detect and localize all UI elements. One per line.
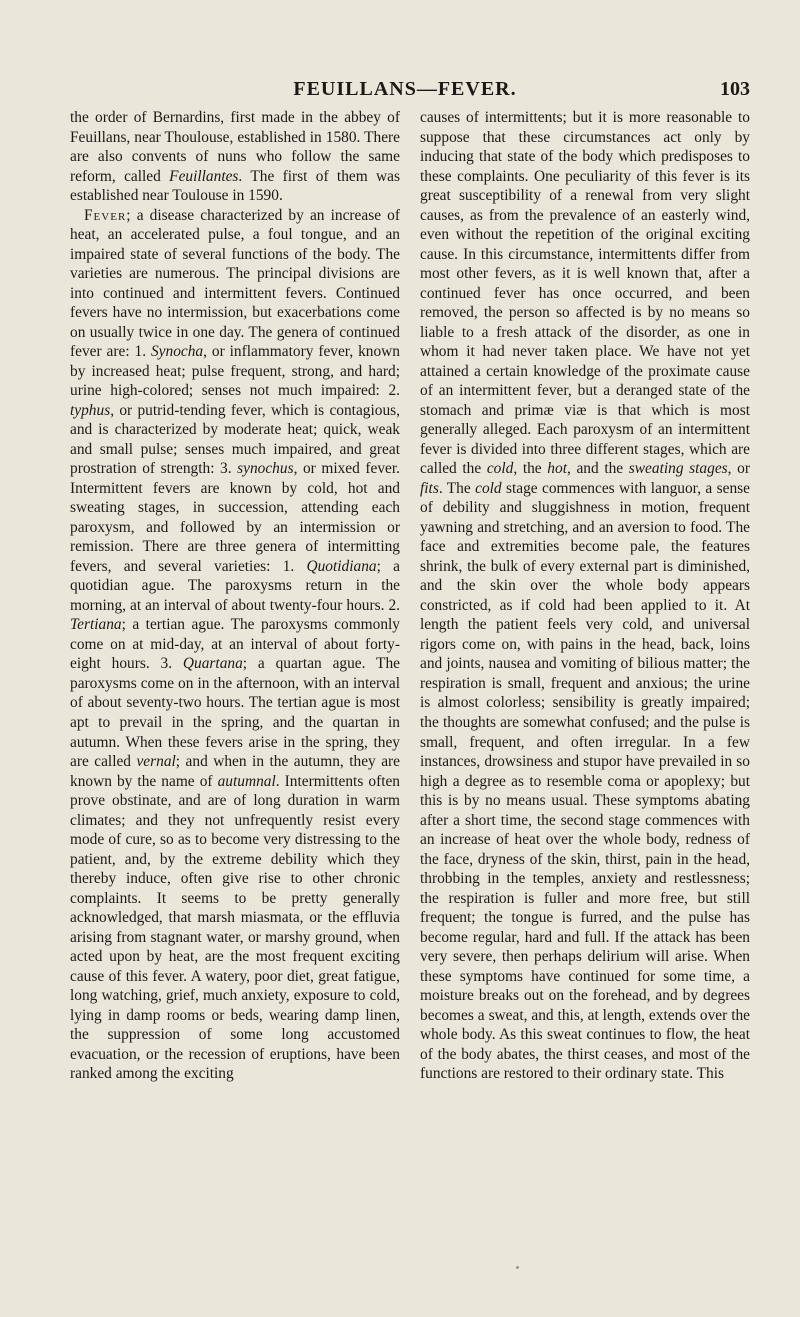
term-tertiana: Tertiana [70,616,122,634]
headword-fever: Fever [84,206,127,224]
term-cold: cold [486,460,514,478]
left-column [70,108,400,1084]
running-head [60,78,750,108]
term-cold-stage: cold [475,479,502,497]
term-feuillantes: Feuillantes [169,167,239,185]
page-number: 103 [720,78,750,100]
term-typhus: typhus [70,401,111,419]
term-hot: hot [547,460,567,478]
term-vernal: vernal [136,753,176,771]
term-quartana: Quartana [182,655,243,673]
paragraph-feuillans: the order of Bernardins, first made in the abbey of Feuillans, near Thoulouse, established in 1580. There are also convents of nuns who follow the same reform, called Feuillantes. The first of them was established near Toulouse in 1590. [70,109,400,205]
term-sweating-stages: sweating stages [628,460,728,478]
paragraph-continuation: causes of intermittents; but it is more reasonable to suppose that these circumstances act only by inducing that state of the body which predisposes to these complaints. One peculiarity of this fever is its great susceptibility of a renewal from very slight causes, as from the prevalence of an easterly wind, even without the repetition of the original exciting cause. In this circumstance, intermittents differ from most other fevers, as it is well known that, after a continued fever has once occurred, and been removed, the person so affected is by no means so liable to a fresh attack of the disorder, as one in whom it had never taken place. We have not yet attained a certain knowledge of the proximate cause of an intermittent fever, but a deranged state of the stomach and primæ viæ is that which is most generally alleged. Each paroxysm of an intermittent fever is divided into three different stages, which are called the cold, the hot, and the sweating stages, or fits. The cold stage commences with languor, a sense of debility and sluggishness in motion, frequent yawning and stretching, and an aversion to food. The face and extremities become pale, the features shrink, the bulk of every external part is diminished, and the skin over the whole body appears constricted, as if cold had been applied to it. At length the patient feels very cold, and universal rigors come on, with pains in the head, back, loins and joints, nausea and vomiting of bilious matter; the respiration is small, frequent and anxious; the urine is almost colorless; sensibility is greatly impaired; the thoughts are somewhat confused; and the pulse is small, frequent, and often irregular. In a few instances, drowsiness and stupor have prevailed in so high a degree as to resemble coma or apoplexy; but this is by no means usual. These symptoms abating after a short time, the second stage commences with an increase of heat over the whole body, redness of the face, dryness of the skin, thirst, pain in the head, throbbing in the temples, anxiety and restlessness; the respiration is fuller and more free, but still frequent; the tongue is furred, and the pulse has become regular, hard and full. If the attack has been very severe, then perhaps delirium will arise. When these symptoms have continued for some time, a moisture breaks out on the forehead, and by degrees becomes a sweat, and this, at length, extends over the whole body. As this sweat continues to flow, the heat of the body abates, the thirst ceases, and most of the functions are restored to their ordinary state. This [420,109,750,1083]
term-fits: fits [420,479,439,497]
right-column [420,108,750,1084]
text-columns [70,108,750,1084]
term-quotidiana: Quotidiana [306,557,377,575]
term-synocha: Synocha [150,343,204,361]
term-synochus: synochus [237,460,294,478]
paragraph-fever: Fever; a disease characterized by an increase of heat, an accelerated pulse, a foul tongue, and an impaired state of several functions of the body. The varieties are numerous. The principal divisions are into continued and intermittent fevers. Continued fevers have no intermission, but exacerbations come on usually twice in one day. The genera of continued fever are: 1. Synocha, or inflammatory fever, known by increased heat; pulse frequent, strong, and hard; urine high-colored; senses not much impaired: 2. typhus, or putrid-tending fever, which is contagious, and is characterized by moderate heat; quick, weak and small pulse; senses much impaired, and great prostration of strength: 3. synochus, or mixed fever. Intermittent fevers are known by cold, hot and sweating stages, in succession, attending each paroxysm, and followed by an intermission or remission. There are three genera of intermitting fevers, and several varieties: 1. Quotidiana; a quotidian ague. The paroxysms return in the morning, at an interval of about twenty-four hours. 2. Tertiana; a tertian ague. The paroxysms commonly come on at mid-day, at an interval of about forty-eight hours. 3. Quartana; a quartan ague. The paroxysms come on in the afternoon, with an interval of about seventy-two hours. The tertian ague is most apt to prevail in the spring, and the quartan in autumn. When these fevers arise in the spring, they are called vernal; and when in the autumn, they are known by the name of autumnal. Intermittents often prove obstinate, and are of long duration in warm climates; and they not unfrequently resist every mode of cure, so as to become very distressing to the patient, and, by the extreme debility which they thereby induce, often give rise to other chronic complaints. It seems to be pretty generally acknowledged, that marsh miasmata, or the effluvia arising from stagnant water, or marshy ground, when acted upon by heat, are the most frequent exciting cause of this fever. A watery, poor diet, great fatigue, long watching, grief, much anxiety, exposure to cold, lying in damp rooms or beds, wearing damp linen, the suppression of some long accustomed evacuation, or the recession of eruptions, have been ranked among the exciting [70,206,401,1083]
running-title: FEUILLANS—FEVER. [293,78,517,100]
paper-speck [516,1266,519,1269]
term-autumnal: autumnal [217,772,276,790]
